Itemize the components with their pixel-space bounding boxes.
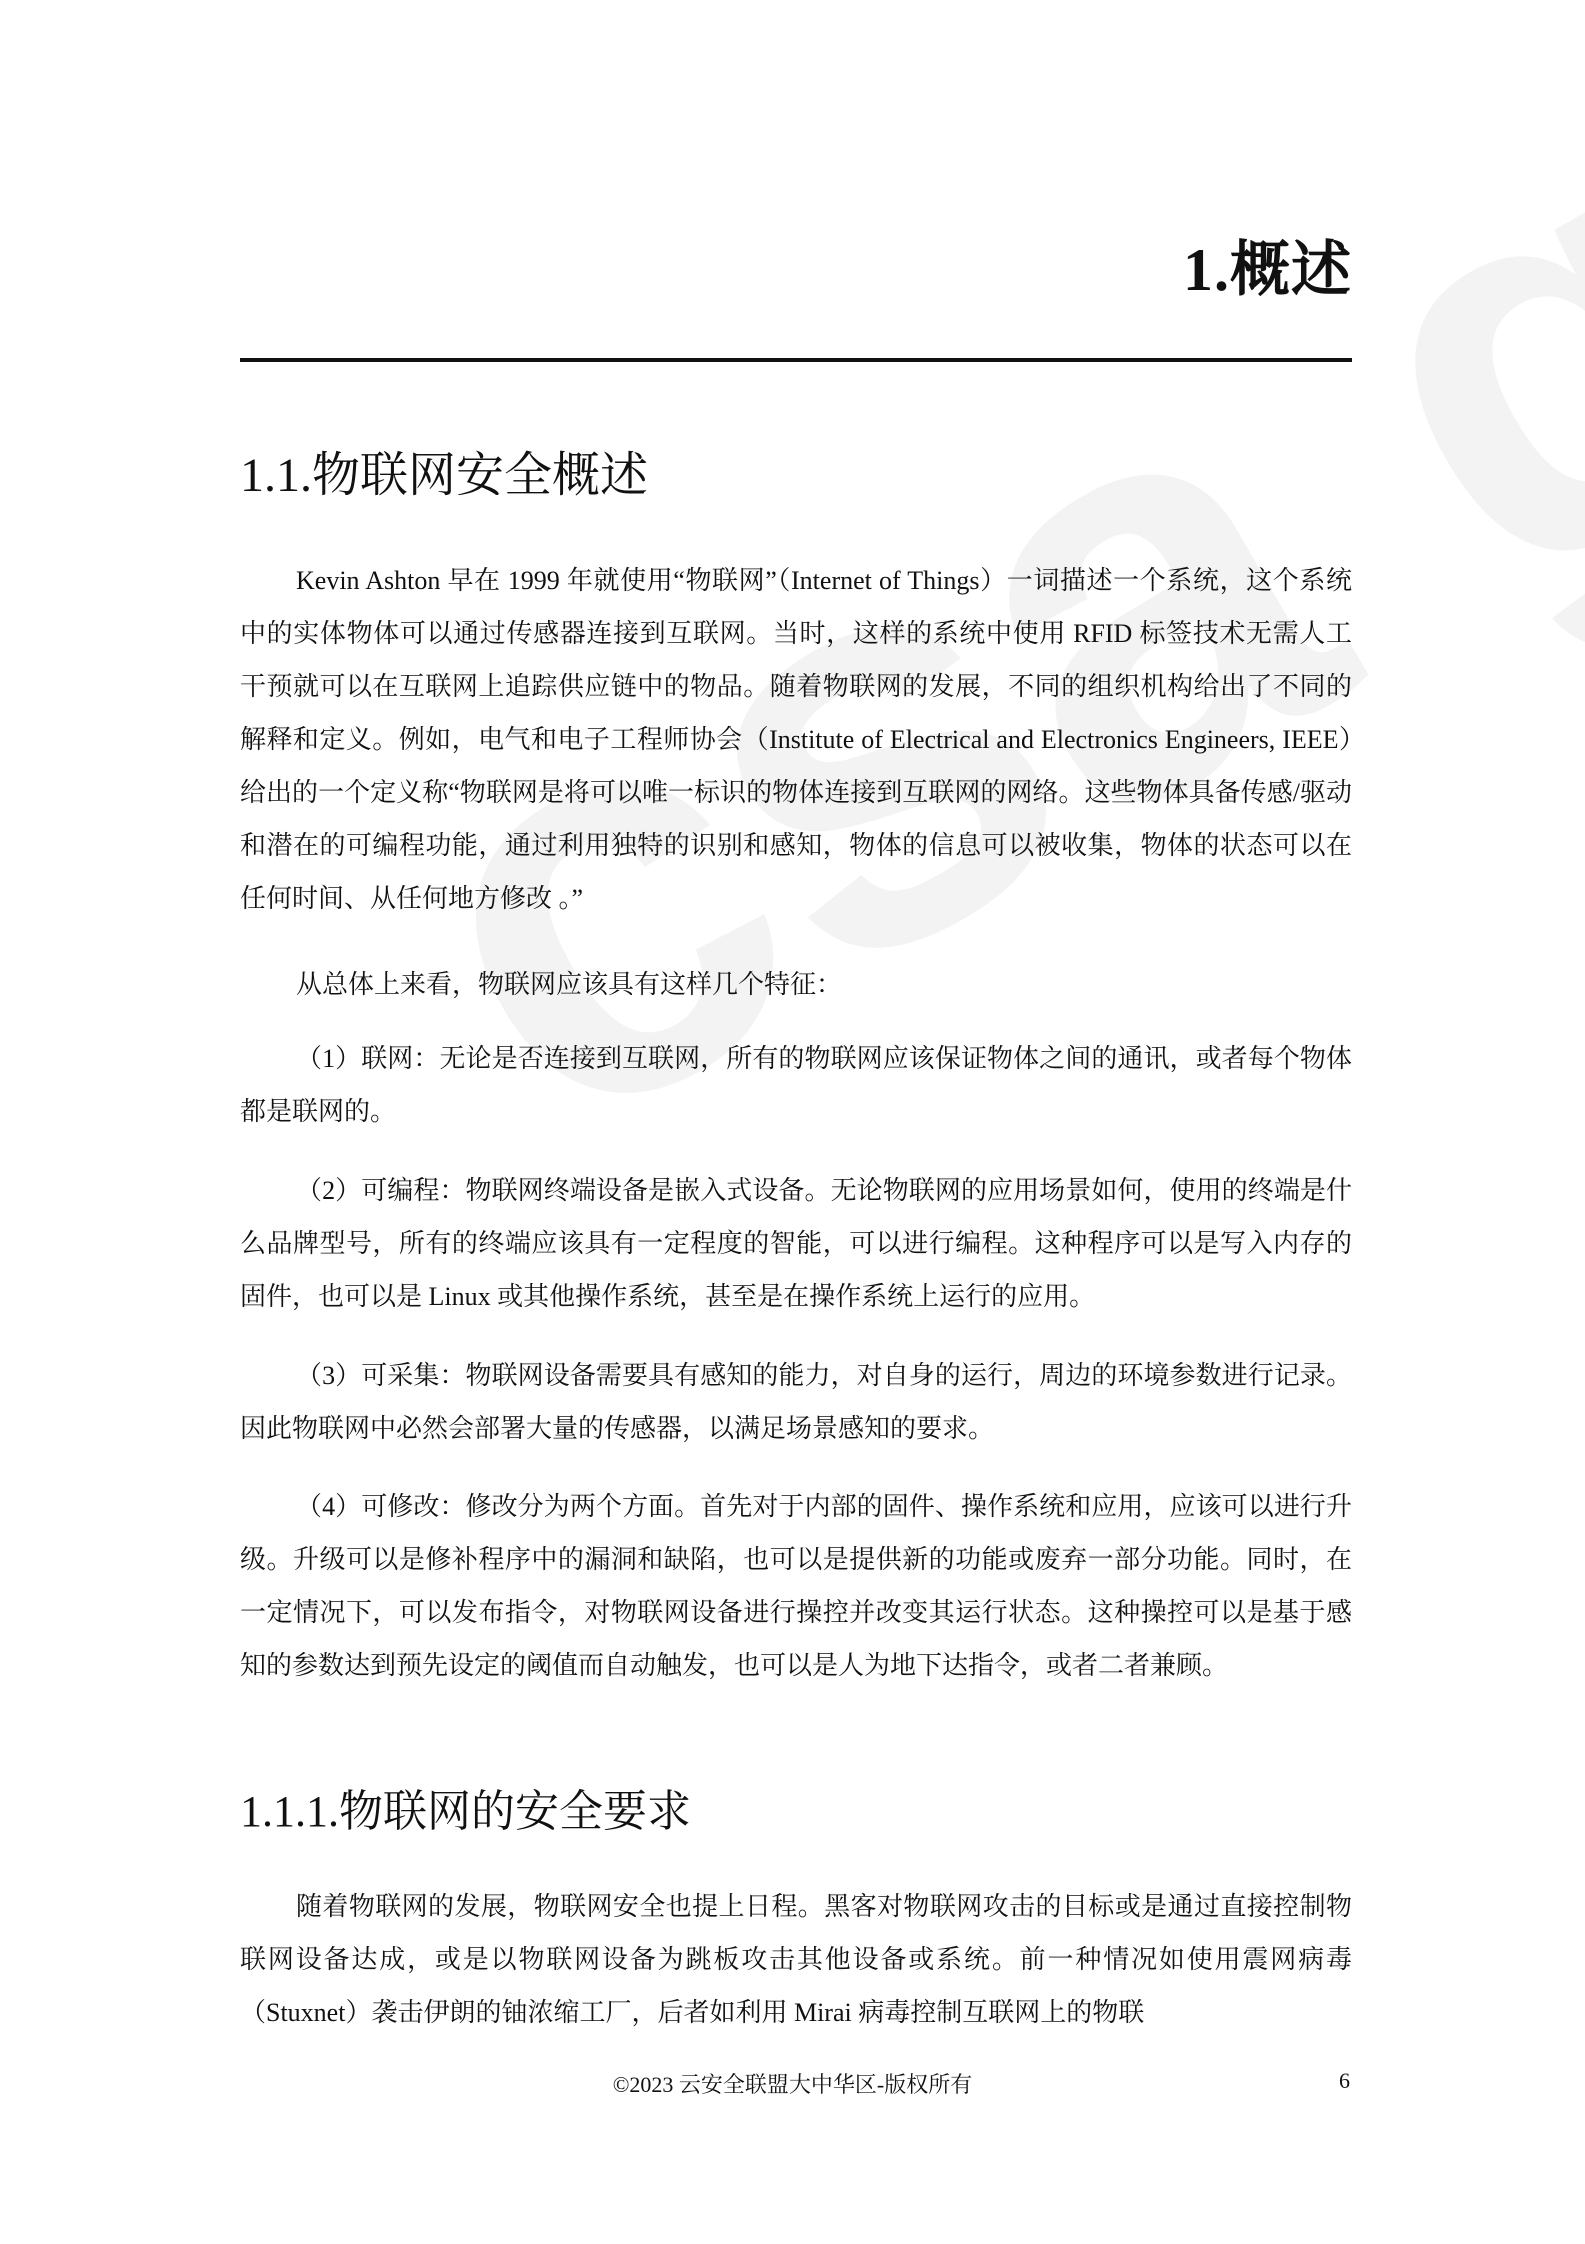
section-heading: 1.1.物联网安全概述 [240, 449, 649, 502]
page-number: 6 [1339, 2068, 1350, 2093]
paragraph-iot-definition: Kevin Ashton 早在 1999 年就使用“物联网”（Internet of Things）一词描述一个系统，这个系统中的实体物体可以通过传感器连接到互联网。当时，这样的系统中使用 RFID 标签技术无需人工干预就可以在互联网上追踪供应链中的物品。随着物联网的发展，不同的组织机构给出了不同的解释和定义。例如，电气和电子工程师协会（Institute of Electrical and Electronics Engineers, IEEE）给出的一个定义称“物联网是将可以唯一标识的物体连接到互联网的网络。这些物体具备传感/驱动和潜在的可编程功能，通过利用独特的识别和感知，物体的信息可以被收集，物体的状态可以在任何时间、从任何地方修改 。” [240, 566, 1352, 913]
footer-copyright: ©2023 云安全联盟大中华区-版权所有 [612, 2072, 973, 2097]
paragraph-feature-networked: （1）联网：无论是否连接到互联网，所有的物联网应该保证物体之间的通讯，或者每个物体都是联网的。 [240, 1044, 1352, 1126]
subsection-heading: 1.1.1.物联网的安全要求 [240, 1787, 691, 1836]
paragraph-feature-modifiable: （4）可修改：修改分为两个方面。首先对于内部的固件、操作系统和应用，应该可以进行升级。升级可以是修补程序中的漏洞和缺陷，也可以是提供新的功能或废弃一部分功能。同时，在一定情况下，可以发布指令，对物联网设备进行操控并改变其运行状态。这种操控可以是基于感知的参数达到预先设定的阈值而自动触发，也可以是人为地下达指令，或者二者兼顾。 [240, 1492, 1352, 1680]
paragraph-features-intro: 从总体上来看，物联网应该具有这样几个特征： [296, 970, 843, 999]
paragraph-feature-programmable: （2）可编程：物联网终端设备是嵌入式设备。无论物联网的应用场景如何，使用的终端是什么品牌型号，所有的终端应该具有一定程度的智能，可以进行编程。这种程序可以是写入内存的固件，也可以是 Linux 或其他操作系统，甚至是在操作系统上运行的应用。 [240, 1176, 1352, 1311]
chapter-divider [240, 358, 1352, 362]
paragraph-feature-collectable: （3）可采集：物联网设备需要具有感知的能力，对自身的运行，周边的环境参数进行记录。因此物联网中必然会部署大量的传感器，以满足场景感知的要求。 [240, 1361, 1352, 1443]
chapter-title: 1.概述 [1183, 237, 1352, 303]
paragraph-security-requirements: 随着物联网的发展，物联网安全也提上日程。黑客对物联网攻击的目标或是通过直接控制物联网设备达成，或是以物联网设备为跳板攻击其他设备或系统。前一种情况如使用震网病毒（Stuxnet）袭击伊朗的铀浓缩工厂，后者如利用 Mirai 病毒控制互联网上的物联 [240, 1892, 1352, 2027]
